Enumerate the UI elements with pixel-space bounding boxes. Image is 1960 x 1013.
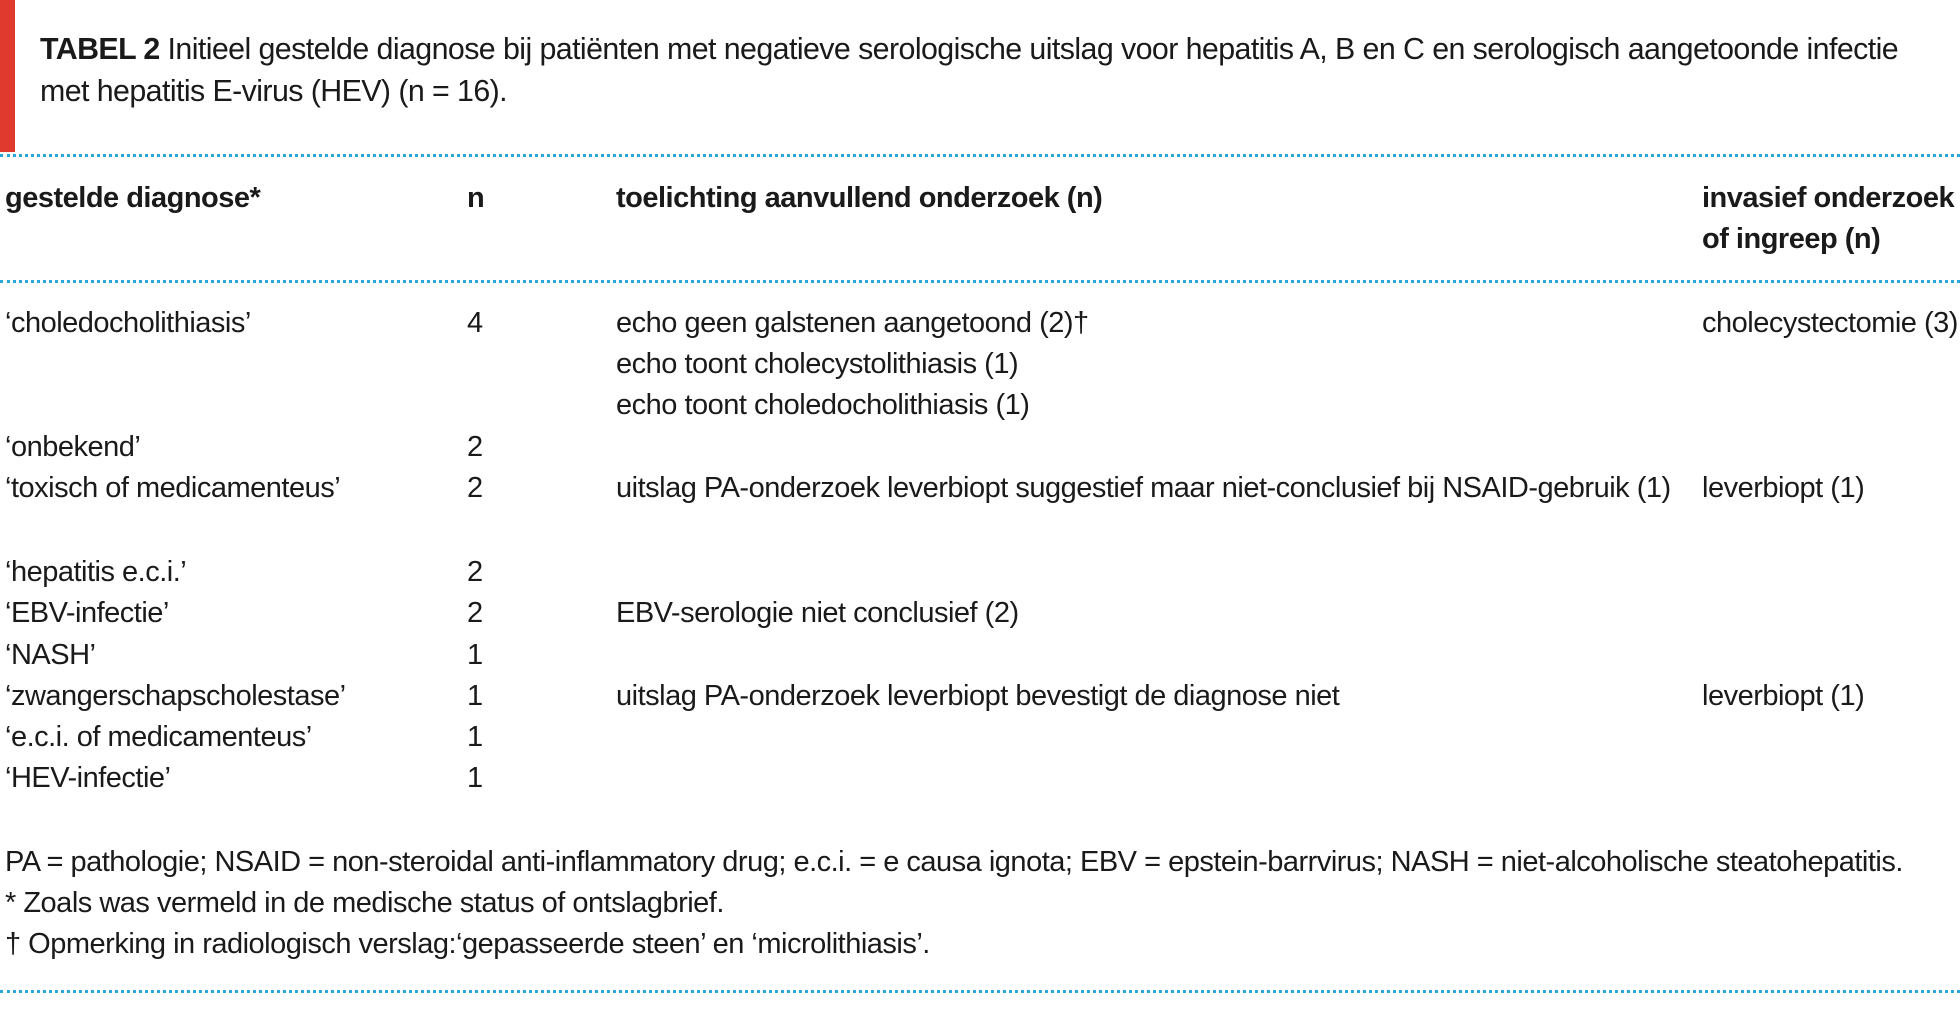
divider-top — [0, 154, 1960, 157]
header-toelichting: toelichting aanvullend onderzoek (n) — [616, 182, 1103, 214]
cell-toelichting: echo geen galstenen aangetoond (2)† — [616, 307, 1089, 339]
cell-diagnose: ‘choledocholithiasis’ — [5, 307, 251, 339]
cell-toelichting: echo toont cholecystolithiasis (1) — [616, 348, 1019, 380]
cell-diagnose: ‘HEV-infectie’ — [5, 762, 171, 794]
footnote-dagger: † Opmerking in radiologisch verslag:‘gepasseerde steen’ en ‘microlithiasis’. — [5, 928, 930, 960]
caption-text: Initieel gestelde diagnose bij patiënten met negatieve serologische uitslag voor hepatitis A, B en C en serologisch aangetoonde infectie met hepatitis E-virus (HEV) (n = 16). — [40, 31, 1899, 108]
cell-n: 2 — [467, 556, 483, 588]
cell-n: 1 — [467, 721, 483, 753]
table-caption — [40, 28, 1902, 112]
footnote-abbreviations: PA = pathologie; NSAID = non-steroidal anti-inflammatory drug; e.c.i. = e causa ignota; EBV = epstein-barrvirus; NASH = niet-alcoholische steatohepatitis. — [5, 846, 1903, 878]
cell-invasief: leverbiopt (1) — [1702, 680, 1865, 712]
cell-toelichting: EBV-serologie niet conclusief (2) — [616, 597, 1019, 629]
divider-header — [0, 280, 1960, 283]
cell-diagnose: ‘onbekend’ — [5, 431, 141, 463]
cell-n: 2 — [467, 472, 483, 504]
cell-diagnose: ‘NASH’ — [5, 639, 96, 671]
cell-toelichting: echo toont choledocholithiasis (1) — [616, 389, 1030, 421]
cell-toelichting: uitslag PA-onderzoek leverbiopt suggestief maar niet-conclusief bij NSAID-gebruik (1) — [616, 472, 1671, 504]
cell-n: 1 — [467, 639, 483, 671]
caption-label: TABEL 2 — [40, 31, 160, 66]
cell-invasief: cholecystectomie (3) — [1702, 307, 1958, 339]
header-invasief-line2: of ingreep (n) — [1702, 223, 1881, 255]
cell-n: 4 — [467, 307, 483, 339]
header-n: n — [467, 182, 485, 214]
cell-n: 1 — [467, 680, 483, 712]
cell-diagnose: ‘EBV-infectie’ — [5, 597, 169, 629]
footnote-asterisk: * Zoals was vermeld in de medische status of ontslagbrief. — [5, 887, 724, 919]
cell-n: 2 — [467, 431, 483, 463]
cell-diagnose: ‘toxisch of medicamenteus’ — [5, 472, 341, 504]
cell-n: 1 — [467, 762, 483, 794]
header-diagnose: gestelde diagnose* — [5, 182, 261, 214]
cell-diagnose: ‘e.c.i. of medicamenteus’ — [5, 721, 312, 753]
caption-accent-bar — [0, 0, 15, 152]
cell-diagnose: ‘zwangerschapscholestase’ — [5, 680, 346, 712]
divider-bottom — [0, 990, 1960, 993]
cell-invasief: leverbiopt (1) — [1702, 472, 1865, 504]
cell-diagnose: ‘hepatitis e.c.i.’ — [5, 556, 187, 588]
header-invasief-line1: invasief onderzoek — [1702, 182, 1955, 214]
cell-n: 2 — [467, 597, 483, 629]
cell-toelichting: uitslag PA-onderzoek leverbiopt bevestigt de diagnose niet — [616, 680, 1340, 712]
